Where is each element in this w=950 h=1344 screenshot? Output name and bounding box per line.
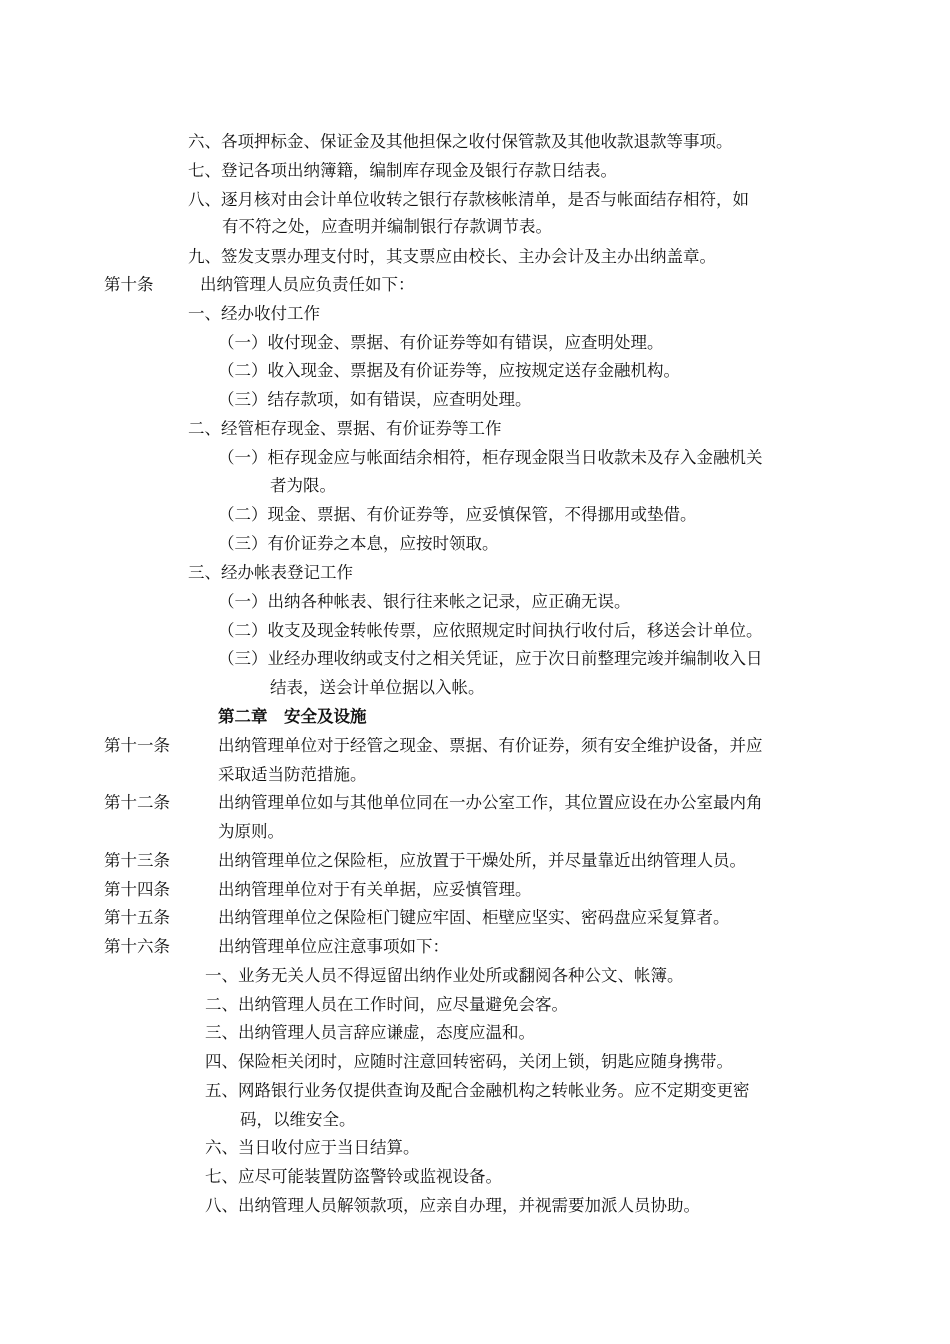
article-label: 第十条 [104, 275, 154, 294]
sub-item: （三）有价证券之本息，应按时领取。 [218, 534, 499, 553]
list-item: 二、出纳管理人员在工作时间，应尽量避免会客。 [205, 995, 568, 1014]
list-item: 七、应尽可能装置防盗警铃或监视设备。 [205, 1167, 502, 1186]
article-text: 出纳管理单位对于经管之现金、票据、有价证券，须有安全维护设备，并应 [218, 736, 763, 755]
list-item: 八、逐月核对由会计单位收转之银行存款核帐清单，是否与帐面结存相符，如 [188, 190, 749, 209]
sub-item: （一）出纳各种帐表、银行往来帐之记录，应正确无误。 [218, 592, 631, 611]
list-item: 四、保险柜关闭时，应随时注意回转密码，关闭上锁，钥匙应随身携带。 [205, 1052, 733, 1071]
list-item: 六、各项押标金、保证金及其他担保之收付保管款及其他收款退款等事项。 [188, 132, 733, 151]
list-item: 三、出纳管理人员言辞应谦虚，态度应温和。 [205, 1023, 535, 1042]
sub-item: （三）结存款项，如有错误，应查明处理。 [218, 390, 532, 409]
article-label: 第十三条 [104, 851, 170, 870]
sub-item-continuation: 者为限。 [270, 476, 336, 495]
list-item: 九、签发支票办理支付时，其支票应由校长、主办会计及主办出纳盖章。 [188, 247, 716, 266]
article-text-continuation: 为原则。 [218, 822, 284, 841]
list-item: 六、当日收付应于当日结算。 [205, 1138, 420, 1157]
list-item: 一、业务无关人员不得逗留出纳作业处所或翻阅各种公文、帐簿。 [205, 966, 684, 985]
sub-item: （三）业经办理收纳或支付之相关凭证，应于次日前整理完竣并编制收入日 [218, 649, 763, 668]
list-item-continuation: 有不符之处，应查明并编制银行存款调节表。 [222, 217, 552, 236]
article-text: 出纳管理单位应注意事项如下： [218, 937, 449, 956]
article-text: 出纳管理人员应负责任如下： [200, 275, 415, 294]
article-text: 出纳管理单位之保险柜，应放置于干燥处所，并尽量靠近出纳管理人员。 [218, 851, 746, 870]
sub-item: （一）柜存现金应与帐面结余相符，柜存现金限当日收款未及存入金融机关 [218, 448, 763, 467]
section-title: 三、经办帐表登记工作 [188, 563, 353, 582]
section-title: 二、经管柜存现金、票据、有价证券等工作 [188, 419, 502, 438]
article-label: 第十四条 [104, 880, 170, 899]
article-text: 出纳管理单位之保险柜门键应牢固、柜壁应坚实、密码盘应采复算者。 [218, 908, 730, 927]
section-title: 一、经办收付工作 [188, 304, 320, 323]
list-item: 五、网路银行业务仅提供查询及配合金融机构之转帐业务。应不定期变更密 [205, 1081, 750, 1100]
list-item-continuation: 码，以维安全。 [240, 1110, 356, 1129]
article-label: 第十二条 [104, 793, 170, 812]
article-label: 第十五条 [104, 908, 170, 927]
sub-item-continuation: 结表，送会计单位据以入帐。 [270, 678, 485, 697]
sub-item: （二）收支及现金转帐传票，应依照规定时间执行收付后，移送会计单位。 [218, 621, 763, 640]
article-label: 第十一条 [104, 736, 170, 755]
article-label: 第十六条 [104, 937, 170, 956]
sub-item: （二）现金、票据、有价证券等，应妥慎保管，不得挪用或垫借。 [218, 505, 697, 524]
sub-item: （二）收入现金、票据及有价证券等，应按规定送存金融机构。 [218, 361, 680, 380]
list-item: 八、出纳管理人员解领款项，应亲自办理，并视需要加派人员协助。 [205, 1196, 700, 1215]
article-text: 出纳管理单位对于有关单据，应妥慎管理。 [218, 880, 532, 899]
article-text: 出纳管理单位如与其他单位同在一办公室工作，其位置应设在办公室最内角 [218, 793, 763, 812]
article-text-continuation: 采取适当防范措施。 [218, 765, 367, 784]
chapter-heading: 第二章 安全及设施 [218, 707, 367, 726]
sub-item: （一）收付现金、票据、有价证券等如有错误，应查明处理。 [218, 333, 664, 352]
list-item: 七、登记各项出纳簿籍，编制库存现金及银行存款日结表。 [188, 161, 617, 180]
